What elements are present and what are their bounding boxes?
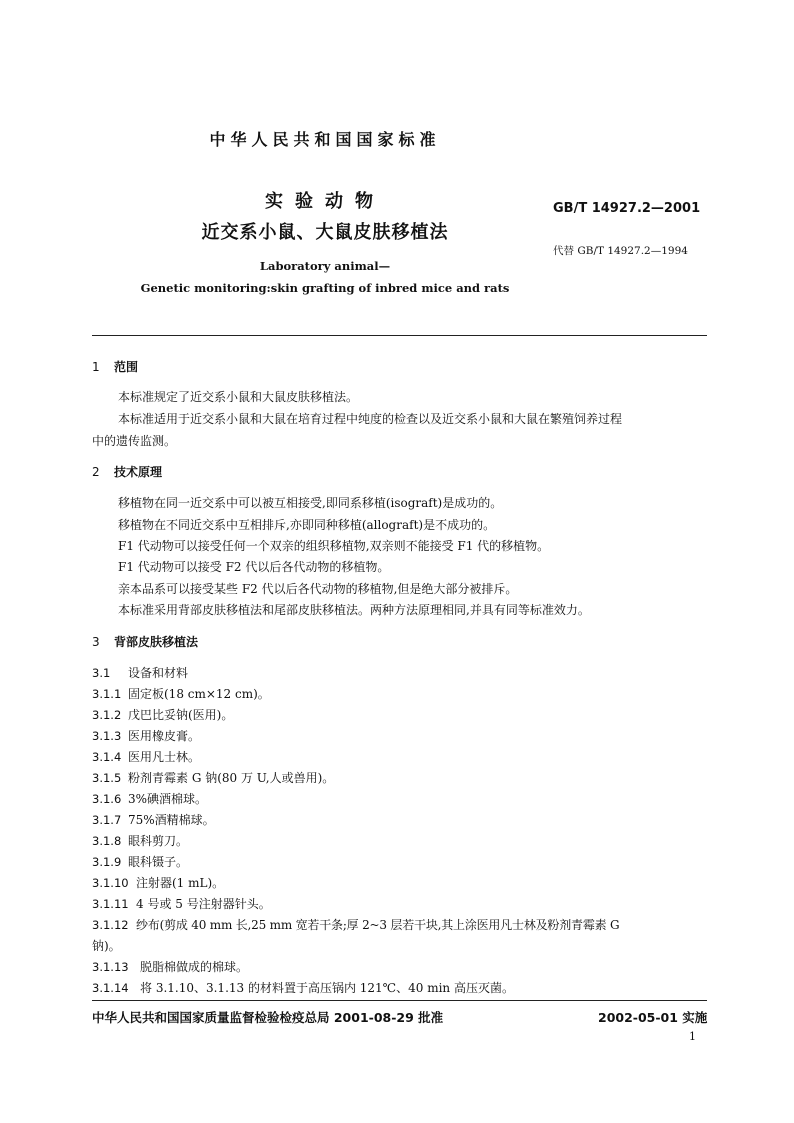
clause-item (92, 916, 619, 933)
section-number: 3 (92, 635, 100, 649)
clause-number: 3.1.6 (92, 792, 122, 806)
section-number: 2 (92, 465, 100, 479)
section-3-heading (92, 633, 198, 650)
clause-item (92, 769, 334, 786)
english-title-line1: Laboratory animal— (259, 259, 391, 273)
footer-divider (92, 1000, 707, 1001)
paragraph: 本标准适用于近交系小鼠和大鼠在培育过程中纯度的检查以及近交系小鼠和大鼠在繁殖饲养过程 (118, 412, 623, 426)
clause-text: 75%酒精棉球。 (128, 813, 215, 827)
clause-item (92, 685, 270, 702)
section-title: 技术原理 (114, 465, 163, 479)
clause-number: 3.1.12 (92, 918, 129, 932)
clause-text: 将 3.1.10、3.1.13 的材料置于高压锅内 121℃、40 min 高压灭菌。 (140, 981, 514, 995)
paragraph: F1 代动物可以接受任何一个双亲的组织移植物,双亲则不能接受 F1 代的移植物。 (118, 539, 550, 553)
clause-text: 医用凡士林。 (128, 750, 201, 764)
clause-text: 脱脂棉做成的棉球。 (140, 960, 249, 974)
clause-item (92, 748, 200, 765)
clause-item (92, 790, 207, 807)
clause-item (92, 958, 248, 975)
clause-number: 3.1.9 (92, 855, 122, 869)
clause-number: 3.1.14 (92, 981, 129, 995)
clause-number: 3.1 (92, 666, 111, 680)
section-title: 背部皮肤移植法 (114, 635, 199, 649)
issuing-authority-header: 中华人民共和国国家标准 (209, 130, 441, 149)
clause-item (92, 979, 514, 996)
clause-item-continuation (92, 937, 121, 954)
approval-statement: 中华人民共和国国家质量监督检验检疫总局 2001-08-29 批准 (92, 1010, 444, 1025)
clause-text: 设备和材料 (128, 666, 189, 680)
clause-number: 3.1.8 (92, 834, 122, 848)
clause-text: 注射器(1 mL)。 (136, 876, 225, 890)
paragraph: 本标准采用背部皮肤移植法和尾部皮肤移植法。两种方法原理相同,并具有同等标准效力。 (118, 603, 590, 617)
clause-number: 3.1.2 (92, 708, 122, 722)
english-title-line2: Genetic monitoring:skin grafting of inbred mice and rats (140, 281, 510, 295)
clause-text: 4 号或 5 号注射器针头。 (136, 897, 271, 911)
section-number: 1 (92, 360, 100, 374)
section-1-heading (92, 358, 138, 375)
clause-text: 医用橡皮膏。 (128, 729, 201, 743)
section-2-heading (92, 463, 162, 480)
clause-item (92, 853, 188, 870)
clause-text: 固定板(18 cm×12 cm)。 (128, 687, 270, 701)
clause-text: 眼科镊子。 (128, 855, 189, 869)
section-title: 范围 (114, 360, 139, 374)
clause-number: 3.1.3 (92, 729, 122, 743)
clause-number: 3.1.1 (92, 687, 122, 701)
header-divider (92, 335, 707, 336)
paragraph: 本标准规定了近交系小鼠和大鼠皮肤移植法。 (118, 390, 359, 404)
clause-number: 3.1.4 (92, 750, 122, 764)
clause-item (92, 727, 200, 744)
clause-number: 3.1.10 (92, 876, 129, 890)
paragraph: 移植物在同一近交系中可以被互相接受,即同系移植(isograft)是成功的。 (118, 496, 503, 510)
clause-item (92, 895, 271, 912)
standard-number: GB/T 14927.2—2001 (553, 201, 701, 216)
paragraph-continuation: 中的遗传监测。 (92, 434, 177, 448)
paragraph: F1 代动物可以接受 F2 代以后各代动物的移植物。 (118, 560, 390, 574)
clause-number: 3.1.13 (92, 960, 129, 974)
replaced-standard: 代替 GB/T 14927.2—1994 (553, 245, 688, 257)
clause-item (92, 874, 224, 891)
paragraph: 移植物在不同近交系中互相排斥,亦即同种移植(allograft)是不成功的。 (118, 518, 496, 532)
clause-item (92, 706, 233, 723)
clause-item (92, 811, 215, 828)
clause-text: 眼科剪刀。 (128, 834, 189, 848)
clause-number: 3.1.5 (92, 771, 122, 785)
paragraph: 亲本品系可以接受某些 F2 代以后各代动物的移植物,但是绝大部分被排斥。 (118, 582, 518, 596)
clause-text: 粉剂青霉素 G 钠(80 万 U,人或兽用)。 (128, 771, 335, 785)
implementation-date: 2002-05-01 实施 (598, 1010, 708, 1025)
clause-text: 戊巴比妥钠(医用)。 (128, 708, 234, 722)
clause-item (92, 664, 188, 681)
clause-number: 3.1.7 (92, 813, 122, 827)
clause-text: 钠)。 (92, 939, 121, 953)
clause-text: 3%碘酒棉球。 (128, 792, 208, 806)
clause-text: 纱布(剪成 40 mm 长,25 mm 宽若干条;厚 2~3 层若干块,其上涂医用凡士林及粉剂青霉素 G (136, 918, 620, 932)
document-title-line1: 实验动物 (265, 191, 385, 212)
page-number: 1 (689, 1030, 696, 1043)
clause-number: 3.1.11 (92, 897, 129, 911)
clause-item (92, 832, 188, 849)
document-title-line2: 近交系小鼠、大鼠皮肤移植法 (201, 222, 449, 243)
